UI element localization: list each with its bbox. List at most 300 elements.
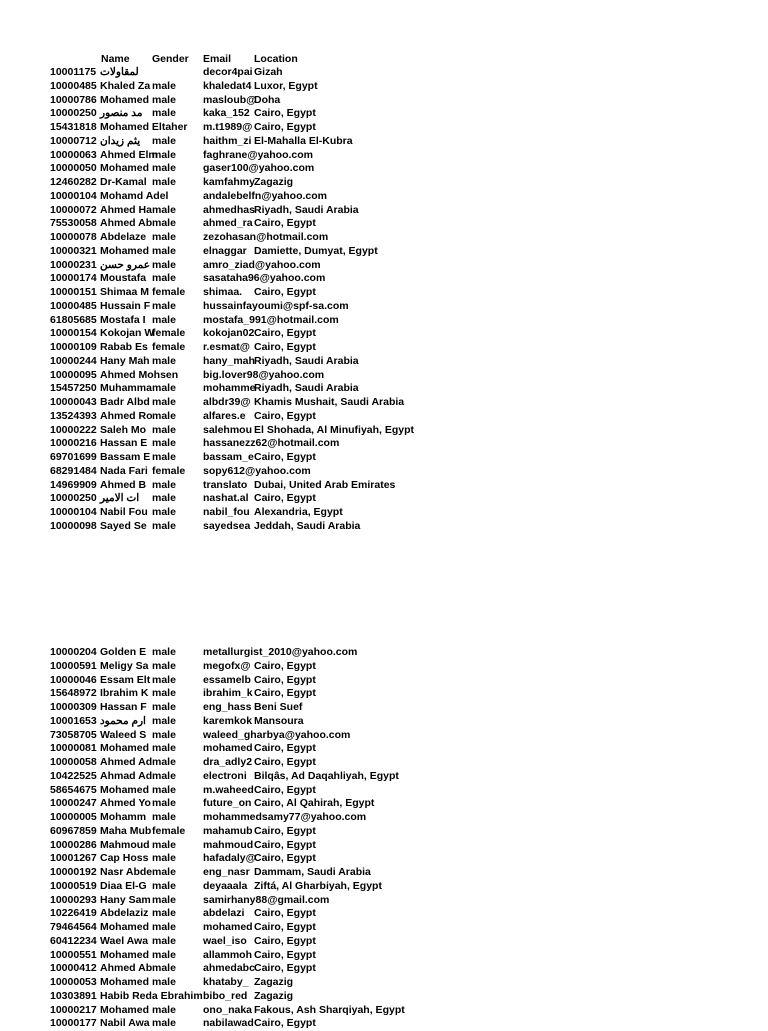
table-row: [0, 839, 768, 853]
table-row: [0, 410, 768, 424]
id-cell: 10000247: [50, 797, 97, 810]
table-row: [0, 121, 768, 135]
gender-cell: male: [152, 976, 176, 988]
email-cell: nashat.al: [203, 492, 249, 505]
table-row: [0, 479, 768, 493]
email-cell: masloub@: [203, 93, 257, 106]
gender-cell: male: [152, 728, 176, 741]
name-cell: Bassam E: [100, 451, 151, 463]
gender-cell: male: [152, 478, 176, 491]
location-cell: Cairo, Egypt: [254, 1017, 316, 1030]
gender-cell: male: [152, 396, 176, 408]
email-cell: faghrane@yahoo.com: [203, 148, 314, 161]
name-cell: Ibrahim K: [100, 687, 149, 700]
gender-cell: male: [152, 852, 176, 865]
location-cell: Cairo, Egypt: [254, 852, 316, 865]
gender-cell: female: [152, 286, 186, 298]
table-row: [0, 66, 768, 80]
location-cell: Cairo, Egypt: [254, 121, 316, 133]
name-cell: Essam Elt: [100, 673, 151, 686]
location-cell: Cairo, Egypt: [254, 286, 316, 298]
gender-cell: male: [152, 231, 176, 243]
gender-cell: male: [152, 162, 176, 175]
name-cell: Mohamed: [100, 1003, 150, 1016]
table-row: [0, 492, 768, 506]
table-row: [0, 976, 768, 990]
location-cell: [254, 894, 694, 908]
name-cell: Waleed S: [100, 728, 147, 741]
name-cell: Mohamed: [100, 93, 150, 106]
name-cell: Nabil Awa: [100, 1017, 150, 1030]
id-cell: 10000321: [50, 244, 97, 257]
name-cell: عمرو حسن: [100, 258, 150, 271]
table-row: [0, 437, 768, 451]
id-cell: 10000043: [50, 396, 97, 408]
id-cell: 73058705: [50, 728, 97, 741]
id-cell: 10226419: [50, 907, 97, 920]
name-cell: Ahmed Ha: [100, 203, 152, 216]
name-cell: Hussain F: [100, 299, 151, 312]
location-cell: Alexandria, Egypt: [254, 506, 343, 518]
name-cell: Moustafa: [100, 272, 147, 285]
email-cell: mahamub: [203, 824, 253, 837]
email-cell: eng_nasr: [203, 866, 250, 878]
name-cell: Hany Mah: [100, 354, 150, 367]
email-cell: elnaggar: [203, 244, 247, 257]
table-row: [0, 217, 768, 231]
location-cell: Cairo, Egypt: [254, 107, 316, 120]
id-cell: 10000551: [50, 948, 97, 961]
name-cell: Nasr Abde: [100, 866, 153, 878]
id-cell: 10000786: [50, 93, 97, 106]
name-cell: Hassan F: [100, 701, 147, 713]
gender-cell: male: [152, 272, 176, 285]
location-cell: Cairo, Al Qahirah, Egypt: [254, 797, 375, 810]
gender-cell: male: [152, 646, 176, 658]
email-cell: samirhany88@gmail.com: [203, 893, 330, 906]
location-cell: Bilqâs, Ad Daqahliyah, Egypt: [254, 769, 399, 782]
location-cell: [254, 162, 694, 176]
gender-cell: male: [152, 687, 176, 700]
table-row: [0, 369, 768, 383]
gender-cell: male: [152, 519, 176, 532]
id-cell: 10000063: [50, 148, 97, 161]
email-cell: salehmou: [203, 423, 253, 436]
location-cell: Cairo, Egypt: [254, 948, 316, 961]
email-cell: nabil_fou: [203, 506, 250, 518]
table-row: [0, 300, 768, 314]
gender-cell: male: [152, 879, 176, 892]
location-cell: Damiette, Dumyat, Egypt: [254, 244, 378, 257]
table-row: [0, 907, 768, 921]
name-cell: Shimaa M: [100, 286, 150, 298]
location-cell: Beni Suef: [254, 701, 303, 713]
location-cell: Cairo, Egypt: [254, 659, 316, 672]
id-cell: 10000286: [50, 838, 97, 851]
id-cell: 15431818: [50, 121, 97, 133]
gender-cell: female: [152, 824, 186, 837]
gender-cell: male: [152, 148, 176, 161]
id-cell: 10000046: [50, 673, 97, 686]
gender-cell: male: [152, 1003, 176, 1016]
email-cell: mohammedsamy77@yahoo.com: [203, 811, 367, 823]
location-cell: [254, 369, 694, 383]
table-row: [0, 715, 768, 729]
name-cell: Mohamed: [100, 921, 150, 933]
gender-cell: male: [152, 659, 176, 672]
id-cell: 10000072: [50, 203, 97, 216]
header-name: Name: [101, 53, 130, 65]
gender-cell: male: [152, 107, 176, 120]
gender-cell: female: [152, 341, 186, 353]
gender-cell: male: [152, 1017, 176, 1030]
id-cell: 10000250: [50, 107, 97, 120]
email-cell: mostafa_991@hotmail.com: [203, 313, 339, 326]
name-cell: ارم محمود: [100, 714, 146, 727]
gender-cell: male: [152, 756, 176, 768]
id-cell: 75530058: [50, 217, 97, 230]
name-cell: Ahmed Ab: [100, 962, 153, 975]
id-cell: 10000058: [50, 756, 97, 768]
email-cell: mohamed: [203, 742, 253, 755]
table-row: [0, 797, 768, 811]
name-cell: Ahmed Ro: [100, 409, 153, 422]
name-cell: Nada Fari: [100, 464, 148, 477]
gender-cell: male: [152, 409, 176, 422]
name-cell: Khaled Za: [100, 79, 151, 92]
gender-cell: male: [152, 742, 176, 755]
gender-cell: male: [152, 907, 176, 920]
name-cell: Habib Reda Ebrahim: [100, 989, 203, 1002]
id-cell: 79464564: [50, 921, 97, 933]
gender-cell: male: [152, 797, 176, 810]
email-cell: r.esmat@: [203, 341, 251, 353]
email-cell: metallurgist_2010@yahoo.com: [203, 646, 358, 658]
id-cell: 60412234: [50, 934, 97, 947]
location-cell: Cairo, Egypt: [254, 907, 316, 920]
table-row: [0, 811, 768, 825]
id-cell: 10000519: [50, 879, 97, 892]
location-cell: [254, 272, 694, 286]
table-row: [0, 825, 768, 839]
id-cell: 58654675: [50, 783, 97, 796]
id-cell: 10000081: [50, 742, 97, 755]
gender-cell: [152, 121, 202, 135]
table-row: [0, 396, 768, 410]
location-cell: [254, 314, 694, 328]
name-cell: يثم زيدان: [100, 134, 141, 147]
location-cell: Fakous, Ash Sharqiyah, Egypt: [254, 1003, 405, 1016]
email-cell: nabilawad: [203, 1017, 254, 1030]
location-cell: Doha: [254, 93, 281, 106]
id-cell: 10000412: [50, 962, 97, 975]
email-cell: mohamme: [203, 382, 256, 395]
name-cell: Ahmed Mohsen: [100, 368, 179, 381]
table-row: [0, 520, 768, 534]
table-row: [0, 866, 768, 880]
table-row: [0, 784, 768, 798]
gender-cell: male: [152, 948, 176, 961]
table-row: [0, 382, 768, 396]
location-cell: [254, 231, 694, 245]
id-cell: 10000174: [50, 272, 97, 285]
id-cell: 10000104: [50, 189, 97, 202]
gender-cell: male: [152, 701, 176, 713]
name-cell: Ahmed B: [100, 478, 147, 491]
id-cell: 61805685: [50, 313, 97, 326]
email-cell: khataby_: [203, 976, 249, 988]
location-cell: Cairo, Egypt: [254, 962, 316, 975]
name-cell: Mohamd Adel: [100, 189, 169, 202]
id-cell: 10303891: [50, 989, 97, 1002]
email-cell: big.lover98@yahoo.com: [203, 368, 325, 381]
table-row: [0, 852, 768, 866]
id-cell: 10000222: [50, 423, 97, 436]
header-gender: Gender: [152, 53, 189, 65]
id-cell: 10001175: [50, 66, 97, 78]
email-cell: allammoh: [203, 948, 253, 961]
location-cell: Cairo, Egypt: [254, 451, 316, 463]
name-cell: Mohamed Eltaher: [100, 121, 188, 133]
gender-cell: male: [152, 244, 176, 257]
table-row: [0, 327, 768, 341]
location-cell: Zagazig: [254, 989, 294, 1002]
id-cell: 10001267: [50, 852, 97, 865]
gender-cell: female: [152, 464, 186, 477]
name-cell: Mohamed: [100, 162, 150, 175]
id-cell: 10000591: [50, 659, 97, 672]
location-cell: Cairo, Egypt: [254, 409, 316, 422]
location-cell: Jeddah, Saudi Arabia: [254, 519, 361, 532]
gender-cell: male: [152, 313, 176, 326]
location-cell: Cairo, Egypt: [254, 824, 316, 837]
email-cell: haithm_zi: [203, 134, 252, 147]
table-row: [0, 190, 768, 204]
name-cell: Muhamma: [100, 382, 152, 395]
email-cell: decor4pai: [203, 66, 253, 78]
table-row: [0, 1017, 768, 1031]
email-cell: hany_mah: [203, 354, 255, 367]
gender-cell: male: [152, 921, 176, 933]
email-cell: kokojan02: [203, 327, 255, 340]
id-cell: 13524393: [50, 409, 97, 422]
table-row: [0, 921, 768, 935]
table-row: [0, 314, 768, 328]
gender-cell: [152, 369, 202, 383]
table-row: [0, 424, 768, 438]
gender-cell: male: [152, 134, 176, 147]
id-cell: 10000078: [50, 231, 97, 243]
location-cell: Mansoura: [254, 714, 304, 727]
location-cell: Khamis Mushait, Saudi Arabia: [254, 396, 405, 408]
location-cell: Cairo, Egypt: [254, 673, 316, 686]
name-cell: Hassan E: [100, 437, 148, 450]
table-row: [0, 259, 768, 273]
gender-cell: male: [152, 506, 176, 518]
table-row: [0, 465, 768, 479]
name-cell: Ahmad Ad: [100, 769, 153, 782]
name-cell: Ahmed Ad: [100, 756, 153, 768]
gender-cell: male: [152, 93, 176, 106]
name-cell: Ahmed Elm: [100, 148, 158, 161]
id-cell: 15457250: [50, 382, 97, 395]
table-row: [0, 701, 768, 715]
location-cell: [254, 190, 694, 204]
table-row: [0, 176, 768, 190]
gender-cell: male: [152, 437, 176, 450]
gender-cell: male: [152, 176, 176, 188]
name-cell: Dr-Kamal: [100, 176, 147, 188]
email-cell: megofx@: [203, 659, 251, 672]
name-cell: Wael Awa: [100, 934, 149, 947]
id-cell: 10000231: [50, 258, 97, 271]
location-cell: [254, 729, 694, 743]
id-cell: 10000109: [50, 341, 97, 353]
name-cell: Golden E: [100, 646, 147, 658]
name-cell: Maha Mub: [100, 824, 152, 837]
email-cell: kaka_152: [203, 107, 250, 120]
email-cell: dra_adly2: [203, 756, 253, 768]
location-cell: Gizah: [254, 66, 283, 78]
email-cell: electroni: [203, 769, 247, 782]
name-cell: Saleh Mo: [100, 423, 147, 436]
id-cell: 10000485: [50, 299, 97, 312]
email-cell: shimaa.: [203, 286, 243, 298]
gender-cell: male: [152, 673, 176, 686]
location-cell: Cairo, Egypt: [254, 687, 316, 700]
gender-cell: male: [152, 838, 176, 851]
table-row: [0, 286, 768, 300]
email-cell: ahmedhas: [203, 203, 255, 216]
email-cell: ono_naka: [203, 1003, 253, 1016]
id-cell: 15648972: [50, 687, 97, 700]
id-cell: 10000098: [50, 519, 97, 532]
id-cell: 10000050: [50, 162, 97, 175]
location-cell: [254, 437, 694, 451]
table-row: [0, 94, 768, 108]
email-cell: mohamed: [203, 921, 253, 933]
email-cell: eng_hass: [203, 701, 252, 713]
location-cell: Riyadh, Saudi Arabia: [254, 382, 359, 395]
name-cell: Abdelaziz: [100, 907, 149, 920]
email-cell: m.waheed: [203, 783, 254, 796]
location-cell: [254, 300, 694, 314]
name-cell: Ahmed Yo: [100, 797, 151, 810]
location-cell: Cairo, Egypt: [254, 756, 316, 768]
gender-cell: male: [152, 866, 176, 878]
location-cell: Riyadh, Saudi Arabia: [254, 354, 359, 367]
name-cell: Mohamed: [100, 742, 150, 755]
location-cell: Cairo, Egypt: [254, 921, 316, 933]
location-cell: El-Mahalla El-Kubra: [254, 134, 353, 147]
location-cell: Cairo, Egypt: [254, 341, 316, 353]
name-cell: Hany Sam: [100, 893, 151, 906]
table-row: [0, 80, 768, 94]
name-cell: لمقاولات: [100, 66, 139, 78]
location-cell: Ziftá, Al Gharbiyah, Egypt: [254, 879, 382, 892]
gender-cell: male: [152, 811, 176, 823]
location-cell: [254, 465, 694, 479]
id-cell: 69701699: [50, 451, 97, 463]
id-cell: 10000309: [50, 701, 97, 713]
gender-cell: [152, 66, 202, 80]
table-row: [0, 149, 768, 163]
name-cell: Mohamed: [100, 976, 150, 988]
location-cell: Cairo, Egypt: [254, 492, 316, 505]
email-cell: amro_ziad@yahoo.com: [203, 258, 321, 271]
email-cell: deyaaala: [203, 879, 248, 892]
email-cell: kamfahmy: [203, 176, 255, 188]
id-cell: 10000005: [50, 811, 97, 823]
location-cell: Cairo, Egypt: [254, 217, 316, 230]
gender-cell: male: [152, 258, 176, 271]
email-cell: bibo_red: [203, 989, 248, 1002]
name-cell: Meligy Sa: [100, 659, 149, 672]
table-row: [0, 204, 768, 218]
location-cell: Dammam, Saudi Arabia: [254, 866, 371, 878]
gender-cell: male: [152, 934, 176, 947]
id-cell: 10000217: [50, 1003, 97, 1016]
name-cell: Badr Albd: [100, 396, 150, 408]
table-row: [0, 646, 768, 660]
id-cell: 10000216: [50, 437, 97, 450]
gender-cell: male: [152, 783, 176, 796]
location-cell: Cairo, Egypt: [254, 934, 316, 947]
location-cell: Cairo, Egypt: [254, 742, 316, 755]
gender-cell: male: [152, 714, 176, 727]
location-cell: [254, 646, 694, 660]
gender-cell: male: [152, 299, 176, 312]
email-cell: bassam_e: [203, 451, 254, 463]
id-cell: 10000053: [50, 976, 97, 988]
name-cell: Mohamed: [100, 948, 150, 961]
table-row: [0, 770, 768, 784]
id-cell: 10000192: [50, 866, 97, 878]
name-cell: Mahmoud: [100, 838, 150, 851]
location-cell: Luxor, Egypt: [254, 79, 318, 92]
email-cell: ibrahim_k: [203, 687, 253, 700]
location-cell: Cairo, Egypt: [254, 327, 316, 340]
id-cell: 60967859: [50, 824, 97, 837]
name-cell: Ahmed Ab: [100, 217, 153, 230]
location-cell: Cairo, Egypt: [254, 838, 316, 851]
email-cell: hussainfayoumi@spf-sa.com: [203, 299, 349, 312]
email-cell: mahmoud: [203, 838, 254, 851]
table-row: [0, 990, 768, 1004]
email-cell: hassanezz62@hotmail.com: [203, 437, 340, 450]
name-cell: Abdelaze: [100, 231, 147, 243]
id-cell: 10000095: [50, 368, 97, 381]
email-cell: future_on: [203, 797, 252, 810]
table-row: [0, 674, 768, 688]
name-cell: Diaa El-G: [100, 879, 147, 892]
name-cell: Cap Hoss: [100, 852, 149, 865]
email-cell: wael_iso: [203, 934, 247, 947]
table-row: [0, 162, 768, 176]
header-email: Email: [203, 53, 232, 65]
gender-cell: male: [152, 492, 176, 505]
name-cell: ات الامير: [100, 492, 140, 505]
name-cell: مد منصور: [100, 107, 143, 120]
id-cell: 10000250: [50, 492, 97, 505]
table-row: [0, 880, 768, 894]
id-cell: 10000712: [50, 134, 97, 147]
location-cell: Riyadh, Saudi Arabia: [254, 203, 359, 216]
name-cell: Kokojan W: [100, 327, 155, 340]
location-cell: [254, 149, 694, 163]
table-row: [0, 687, 768, 701]
gender-cell: male: [152, 769, 176, 782]
